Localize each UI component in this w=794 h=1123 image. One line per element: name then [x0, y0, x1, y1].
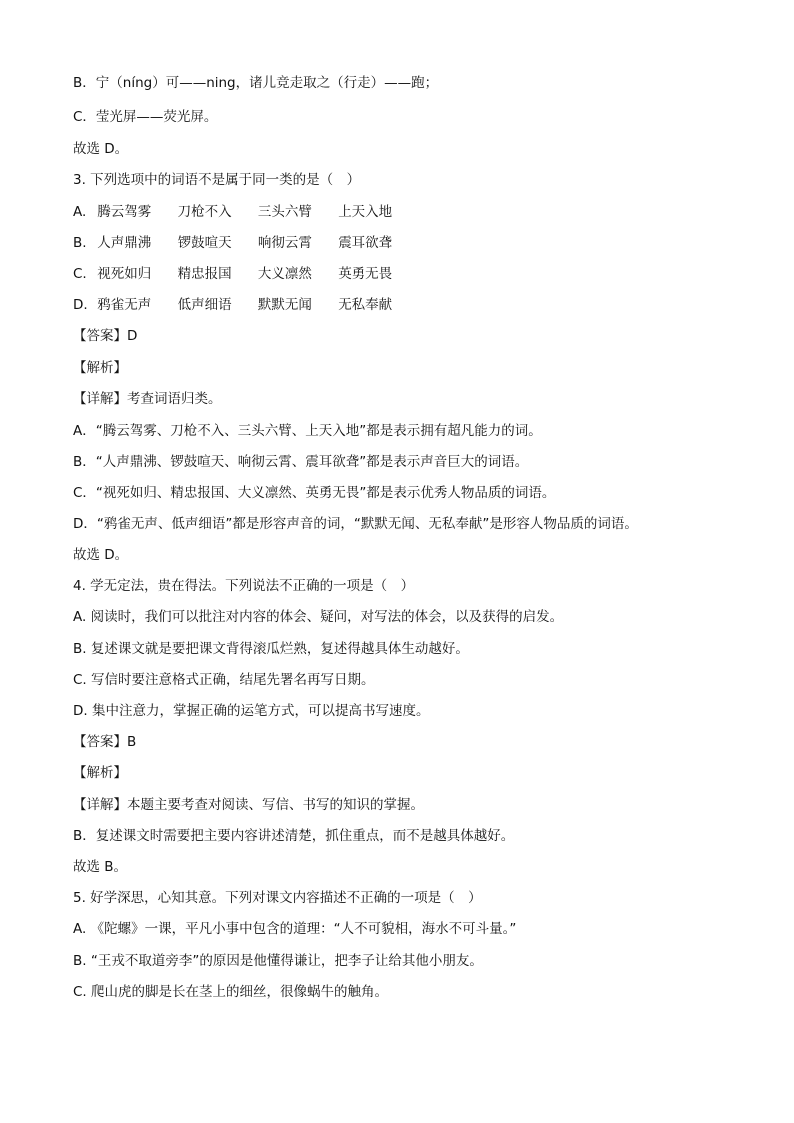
question-3-explain-c: C．“视死如归、精忠报国、大义凛然、英勇无畏”都是表示优秀人物品质的词语。 [73, 485, 556, 501]
option-word: 视死如归 [97, 266, 152, 282]
option-word: 英勇无畏 [338, 266, 393, 282]
question-4-selection: 故选 B。 [73, 859, 128, 875]
option-word: 响彻云霄 [257, 235, 312, 251]
question-3-option-c [73, 263, 414, 285]
selection-line: 故选 D。 [73, 141, 129, 157]
question-4-stem: 4. 学无定法，贵在得法。下列说法不正确的一项是（ ） [73, 578, 415, 594]
question-5-option-b: B. “王戎不取道旁李”的原因是他懂得谦让，把李子让给其他小朋友。 [73, 953, 483, 969]
question-3-explain-b: B．“人声鼎沸、锣鼓喧天、响彻云霄、震耳欲聋”都是表示声音巨大的词语。 [73, 454, 529, 470]
option-word: 人声鼎沸 [97, 235, 152, 251]
option-word: 大义凛然 [257, 266, 312, 282]
question-3-analysis-heading: 【解析】 [73, 360, 127, 376]
option-word: 低声细语 [177, 297, 232, 313]
question-4-option-c: C. 写信时要注意格式正确，结尾先署名再写日期。 [73, 672, 375, 688]
option-word: 腾云驾雾 [97, 204, 152, 220]
option-letter: C. [73, 266, 87, 282]
question-4-answer: 【答案】B [73, 734, 137, 750]
question-3-stem: 3. 下列选项中的词语不是属于同一类的是（ ） [73, 172, 361, 188]
question-3-option-d [73, 294, 414, 316]
option-word: 震耳欲聋 [338, 235, 393, 251]
option-word: 三头六臂 [257, 204, 312, 220]
question-3-detail: 【详解】考查词语归类。 [73, 391, 222, 407]
option-word: 鸦雀无声 [97, 297, 152, 313]
question-4-analysis-heading: 【解析】 [73, 765, 127, 781]
question-5-option-c: C. 爬山虎的脚是长在茎上的细丝，很像蜗牛的触角。 [73, 984, 389, 1000]
question-3-answer: 【答案】D [73, 328, 138, 344]
question-3-option-a [73, 201, 414, 223]
question-3-option-b [73, 232, 414, 254]
option-word: 精忠报国 [177, 266, 232, 282]
question-3-explain-d: D．“鸦雀无声、低声细语”都是形容声音的词，“默默无闻、无私奉献”是形容人物品质的词语。 [73, 516, 638, 532]
option-word: 默默无闻 [257, 297, 312, 313]
option-letter: B. [73, 235, 87, 251]
option-word: 上天入地 [338, 204, 393, 220]
question-5-option-a: A. 《陀螺》一课，平凡小事中包含的道理：“人不可貌相，海水不可斗量。” [73, 921, 517, 937]
question-4-option-d: D. 集中注意力，掌握正确的运笔方式，可以提高书写速度。 [73, 703, 430, 719]
question-4-detail: 【详解】本题主要考查对阅读、写信、书写的知识的掌握。 [73, 797, 424, 813]
option-word: 刀枪不入 [177, 204, 232, 220]
question-4-option-a: A. 阅读时，我们可以批注对内容的体会、疑问，对写法的体会，以及获得的启发。 [73, 609, 564, 625]
question-4-explain-b: B．复述课文时需要把主要内容讲述清楚，抓住重点，而不是越具体越好。 [73, 828, 515, 844]
question-3-selection: 故选 D。 [73, 547, 129, 563]
option-word: 锣鼓喧天 [177, 235, 232, 251]
explanation-line-c: C．莹光屏——荧光屏。 [73, 109, 218, 125]
question-3-explain-a: A．“腾云驾雾、刀枪不入、三头六臂、上天入地”都是表示拥有超凡能力的词。 [73, 423, 542, 439]
option-letter: A. [73, 204, 87, 220]
explanation-line-b: B．宁（níng）可——ning，诸儿竞走取之（行走）——跑； [73, 75, 439, 91]
question-5-stem: 5. 好学深思，心知其意。下列对课文内容描述不正确的一项是（ ） [73, 890, 482, 906]
question-4-option-b: B. 复述课文就是要把课文背得滚瓜烂熟，复述得越具体生动越好。 [73, 641, 469, 657]
option-word: 无私奉献 [338, 297, 393, 313]
option-letter: D. [73, 297, 88, 313]
